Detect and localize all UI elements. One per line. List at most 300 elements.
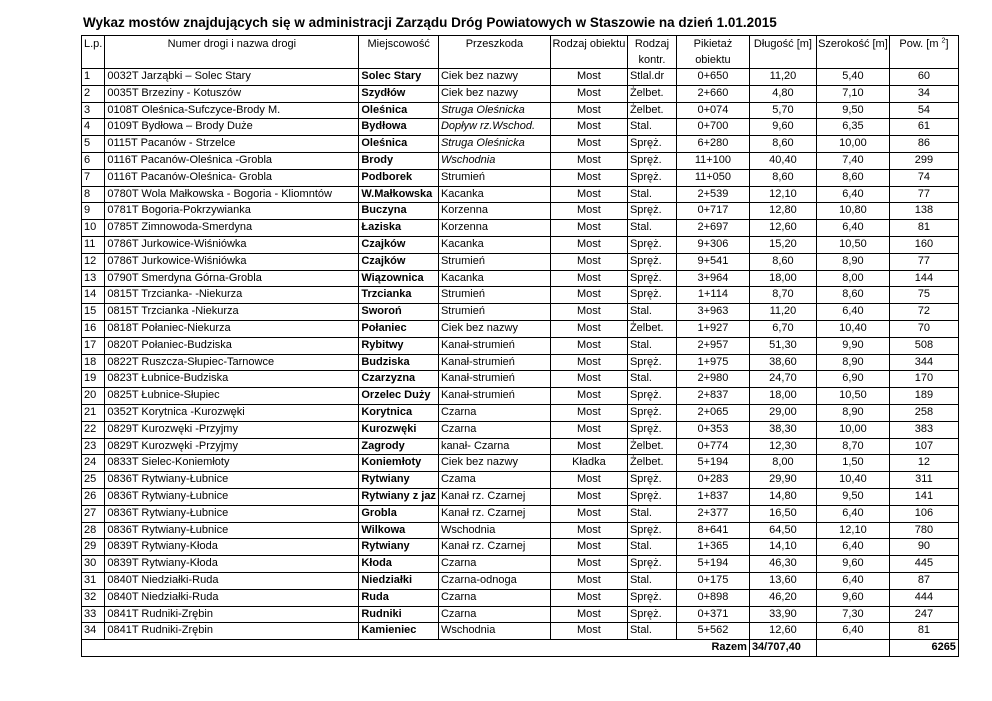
cell-lp: 25 [82, 472, 105, 489]
cell-obstacle: Kanał-strumień [438, 354, 550, 371]
cell-object-type: Most [550, 539, 627, 556]
cell-construction: Stal. [627, 371, 676, 388]
cell-width: 6,40 [816, 220, 889, 237]
cell-place: Podborek [359, 169, 439, 186]
cell-chainage: 5+194 [676, 556, 749, 573]
cell-area: 81 [889, 220, 958, 237]
cell-object-type: Most [550, 421, 627, 438]
table-row [82, 572, 959, 589]
cell-lp: 29 [82, 539, 105, 556]
cell-lp: 26 [82, 488, 105, 505]
table-row [82, 102, 959, 119]
cell-place: Buczyna [359, 203, 439, 220]
cell-area: 106 [889, 505, 958, 522]
cell-width: 8,60 [816, 287, 889, 304]
cell-place: Łaziska [359, 220, 439, 237]
table-row [82, 220, 959, 237]
cell-area: 86 [889, 136, 958, 153]
cell-construction: Spręż. [627, 472, 676, 489]
cell-place: Czajków [359, 253, 439, 270]
cell-width: 10,40 [816, 320, 889, 337]
cell-area: 87 [889, 572, 958, 589]
cell-width: 6,40 [816, 572, 889, 589]
cell-length: 38,60 [749, 354, 816, 371]
cell-object-type: Most [550, 69, 627, 86]
cell-place: Rytwiany z jaz [359, 488, 439, 505]
cell-area: 77 [889, 253, 958, 270]
cell-road: 0786T Jurkowice-Wiśniówka [105, 236, 359, 253]
header-width: Szerokość [m] [816, 36, 889, 53]
cell-road: 0109T Bydłowa – Brody Duże [105, 119, 359, 136]
cell-construction: Stal. [627, 304, 676, 321]
cell-place: Rybitwy [359, 337, 439, 354]
cell-obstacle: Kanał rz. Czarnej [438, 505, 550, 522]
cell-chainage: 11+050 [676, 169, 749, 186]
cell-place: Korytnica [359, 404, 439, 421]
cell-chainage: 1+975 [676, 354, 749, 371]
cell-obstacle: Czarna [438, 421, 550, 438]
cell-lp: 34 [82, 623, 105, 640]
table-row [82, 589, 959, 606]
table-row [82, 556, 959, 573]
cell-area: 12 [889, 455, 958, 472]
header-chainage-line2: obiektu [676, 52, 749, 69]
cell-area: 780 [889, 522, 958, 539]
table-row [82, 455, 959, 472]
table-row [82, 85, 959, 102]
header-place: Miejscowość [359, 36, 439, 53]
cell-width: 8,90 [816, 404, 889, 421]
cell-object-type: Kładka [550, 455, 627, 472]
cell-object-type: Most [550, 220, 627, 237]
cell-area: 160 [889, 236, 958, 253]
cell-road: 0836T Rytwiany-Łubnice [105, 472, 359, 489]
cell-area: 258 [889, 404, 958, 421]
cell-road: 0818T Połaniec-Niekurza [105, 320, 359, 337]
cell-area: 90 [889, 539, 958, 556]
cell-area: 75 [889, 287, 958, 304]
cell-road: 0822T Ruszcza-Słupiec-Tarnowce [105, 354, 359, 371]
cell-construction: Spręż. [627, 404, 676, 421]
cell-chainage: 6+280 [676, 136, 749, 153]
table-row [82, 203, 959, 220]
cell-road: 0815T Trzcianka- -Niekurza [105, 287, 359, 304]
cell-construction: Spręż. [627, 354, 676, 371]
table-row [82, 488, 959, 505]
cell-object-type: Most [550, 85, 627, 102]
cell-construction: Żelbet. [627, 320, 676, 337]
cell-chainage: 2+660 [676, 85, 749, 102]
cell-object-type: Most [550, 119, 627, 136]
cell-construction: Spręż. [627, 152, 676, 169]
cell-construction: Stal. [627, 572, 676, 589]
cell-area: 74 [889, 169, 958, 186]
cell-object-type: Most [550, 623, 627, 640]
cell-length: 12,60 [749, 623, 816, 640]
table-row [82, 169, 959, 186]
cell-place: Solec Stary [359, 69, 439, 86]
cell-obstacle: Czarna [438, 556, 550, 573]
cell-place: Bydłowa [359, 119, 439, 136]
cell-obstacle: Czarna [438, 404, 550, 421]
cell-construction: Żelbet. [627, 455, 676, 472]
cell-width: 10,50 [816, 236, 889, 253]
cell-width: 9,60 [816, 589, 889, 606]
cell-area: 383 [889, 421, 958, 438]
cell-area: 70 [889, 320, 958, 337]
cell-place: W.Małkowska [359, 186, 439, 203]
cell-width: 7,40 [816, 152, 889, 169]
cell-place: Koniemłoty [359, 455, 439, 472]
table-row [82, 320, 959, 337]
cell-obstacle: Struga Oleśnicka [438, 136, 550, 153]
cell-length: 29,90 [749, 472, 816, 489]
cell-width: 12,10 [816, 522, 889, 539]
cell-length: 14,80 [749, 488, 816, 505]
table-row [82, 236, 959, 253]
cell-road: 0841T Rudniki-Zrębin [105, 623, 359, 640]
header-construction-line2: kontr. [627, 52, 676, 69]
cell-chainage: 2+957 [676, 337, 749, 354]
cell-obstacle: Strumień [438, 304, 550, 321]
cell-area: 138 [889, 203, 958, 220]
cell-lp: 8 [82, 186, 105, 203]
table-row [82, 606, 959, 623]
cell-lp: 30 [82, 556, 105, 573]
cell-construction: Spręż. [627, 253, 676, 270]
cell-construction: Stal. [627, 337, 676, 354]
cell-length: 11,20 [749, 69, 816, 86]
cell-road: 0829T Kurozwęki -Przyjmy [105, 438, 359, 455]
cell-place: Grobla [359, 505, 439, 522]
header-obstacle: Przeszkoda [438, 36, 550, 53]
total-label: Razem [676, 640, 749, 657]
cell-width: 6,90 [816, 371, 889, 388]
cell-object-type: Most [550, 337, 627, 354]
cell-construction: Spręż. [627, 388, 676, 405]
cell-road: 0116T Pacanów-Oleśnica- Grobla [105, 169, 359, 186]
cell-road: 0836T Rytwiany-Łubnice [105, 488, 359, 505]
cell-lp: 19 [82, 371, 105, 388]
cell-construction: Stlal.dr [627, 69, 676, 86]
cell-area: 508 [889, 337, 958, 354]
cell-obstacle: Dopływ rz.Wschod. [438, 119, 550, 136]
cell-road: 0833T Sielec-Koniemłoty [105, 455, 359, 472]
cell-length: 11,20 [749, 304, 816, 321]
cell-length: 16,50 [749, 505, 816, 522]
cell-length: 12,80 [749, 203, 816, 220]
cell-area: 77 [889, 186, 958, 203]
cell-area: 299 [889, 152, 958, 169]
cell-length: 8,60 [749, 169, 816, 186]
cell-construction: Żelbet. [627, 85, 676, 102]
cell-object-type: Most [550, 388, 627, 405]
table-row [82, 438, 959, 455]
cell-construction: Stal. [627, 220, 676, 237]
cell-width: 10,50 [816, 388, 889, 405]
cell-width: 8,70 [816, 438, 889, 455]
table-row [82, 270, 959, 287]
cell-object-type: Most [550, 371, 627, 388]
cell-width: 10,00 [816, 136, 889, 153]
cell-construction: Spręż. [627, 488, 676, 505]
cell-width: 7,10 [816, 85, 889, 102]
cell-length: 40,40 [749, 152, 816, 169]
cell-area: 81 [889, 623, 958, 640]
cell-place: Niedziałki [359, 572, 439, 589]
cell-construction: Żelbet. [627, 438, 676, 455]
table-row [82, 421, 959, 438]
cell-lp: 22 [82, 421, 105, 438]
table-row [82, 186, 959, 203]
header-construction: Rodzaj [627, 36, 676, 53]
cell-width: 8,90 [816, 253, 889, 270]
cell-length: 38,30 [749, 421, 816, 438]
cell-width: 8,60 [816, 169, 889, 186]
total-length: 34/707,40 [749, 640, 816, 657]
table-row [82, 119, 959, 136]
cell-chainage: 0+774 [676, 438, 749, 455]
table-row [82, 337, 959, 354]
cell-place: Orzelec Duży [359, 388, 439, 405]
cell-area: 311 [889, 472, 958, 489]
cell-obstacle: Ciek bez nazwy [438, 69, 550, 86]
cell-width: 6,40 [816, 623, 889, 640]
cell-object-type: Most [550, 438, 627, 455]
cell-width: 8,90 [816, 354, 889, 371]
cell-object-type: Most [550, 589, 627, 606]
cell-place: Zagrody [359, 438, 439, 455]
cell-place: Rytwiany [359, 472, 439, 489]
cell-lp: 18 [82, 354, 105, 371]
cell-chainage: 9+306 [676, 236, 749, 253]
cell-obstacle: Wschodnia [438, 152, 550, 169]
cell-obstacle: Kacanka [438, 236, 550, 253]
cell-width: 9,50 [816, 102, 889, 119]
table-header [82, 36, 959, 69]
header-chainage: Pikietaż [676, 36, 749, 53]
cell-obstacle: Kanał-strumień [438, 388, 550, 405]
cell-length: 46,20 [749, 589, 816, 606]
header-area: Pow. [m $^2$] [889, 36, 958, 53]
header-road: Numer drogi i nazwa drogi [105, 36, 359, 53]
cell-width: 9,50 [816, 488, 889, 505]
cell-width: 9,90 [816, 337, 889, 354]
cell-road: 0781T Bogoria-Pokrzywianka [105, 203, 359, 220]
cell-lp: 28 [82, 522, 105, 539]
cell-length: 5,70 [749, 102, 816, 119]
cell-obstacle: Strumień [438, 253, 550, 270]
cell-chainage: 0+074 [676, 102, 749, 119]
cell-road: 0035T Brzeziny - Kotuszów [105, 85, 359, 102]
cell-lp: 31 [82, 572, 105, 589]
cell-width: 6,40 [816, 304, 889, 321]
cell-place: Brody [359, 152, 439, 169]
cell-width: 5,40 [816, 69, 889, 86]
cell-object-type: Most [550, 404, 627, 421]
cell-object-type: Most [550, 354, 627, 371]
table-row [82, 152, 959, 169]
cell-road: 0841T Rudniki-Zrębin [105, 606, 359, 623]
cell-chainage: 1+114 [676, 287, 749, 304]
cell-place: Oleśnica [359, 102, 439, 119]
cell-obstacle: Kacanka [438, 186, 550, 203]
cell-object-type: Most [550, 488, 627, 505]
cell-obstacle: Ciek bez nazwy [438, 455, 550, 472]
cell-chainage: 0+717 [676, 203, 749, 220]
cell-width: 6,40 [816, 539, 889, 556]
cell-object-type: Most [550, 287, 627, 304]
cell-lp: 23 [82, 438, 105, 455]
cell-width: 10,40 [816, 472, 889, 489]
cell-lp: 24 [82, 455, 105, 472]
cell-lp: 16 [82, 320, 105, 337]
cell-lp: 1 [82, 69, 105, 86]
cell-chainage: 0+650 [676, 69, 749, 86]
cell-road: 0815T Trzcianka -Niekurza [105, 304, 359, 321]
cell-lp: 5 [82, 136, 105, 153]
cell-obstacle: Ciek bez nazwy [438, 320, 550, 337]
cell-chainage: 2+697 [676, 220, 749, 237]
cell-place: Rudniki [359, 606, 439, 623]
cell-chainage: 0+898 [676, 589, 749, 606]
cell-place: Oleśnica [359, 136, 439, 153]
cell-lp: 20 [82, 388, 105, 405]
cell-object-type: Most [550, 203, 627, 220]
cell-lp: 14 [82, 287, 105, 304]
cell-length: 12,60 [749, 220, 816, 237]
cell-lp: 13 [82, 270, 105, 287]
cell-lp: 17 [82, 337, 105, 354]
table-row [82, 287, 959, 304]
cell-lp: 11 [82, 236, 105, 253]
cell-construction: Spręż. [627, 287, 676, 304]
cell-obstacle: Kanał-strumień [438, 337, 550, 354]
cell-chainage: 2+539 [676, 186, 749, 203]
cell-chainage: 1+365 [676, 539, 749, 556]
cell-chainage: 1+837 [676, 488, 749, 505]
cell-object-type: Most [550, 320, 627, 337]
cell-width: 6,35 [816, 119, 889, 136]
cell-width: 10,00 [816, 421, 889, 438]
cell-length: 64,50 [749, 522, 816, 539]
cell-construction: Stal. [627, 505, 676, 522]
cell-length: 15,20 [749, 236, 816, 253]
cell-area: 445 [889, 556, 958, 573]
cell-place: Sworoń [359, 304, 439, 321]
table-body [82, 69, 959, 640]
cell-width: 10,80 [816, 203, 889, 220]
cell-place: Szydłów [359, 85, 439, 102]
cell-road: 0820T Połaniec-Budziska [105, 337, 359, 354]
cell-lp: 27 [82, 505, 105, 522]
cell-length: 24,70 [749, 371, 816, 388]
table-row [82, 371, 959, 388]
cell-obstacle: Czarna-odnoga [438, 572, 550, 589]
table-row [82, 404, 959, 421]
cell-place: Wilkowa [359, 522, 439, 539]
cell-width: 1,50 [816, 455, 889, 472]
cell-length: 4,80 [749, 85, 816, 102]
cell-chainage: 9+541 [676, 253, 749, 270]
cell-object-type: Most [550, 556, 627, 573]
cell-object-type: Most [550, 236, 627, 253]
cell-length: 51,30 [749, 337, 816, 354]
cell-area: 72 [889, 304, 958, 321]
cell-area: 60 [889, 69, 958, 86]
cell-object-type: Most [550, 253, 627, 270]
cell-chainage: 0+353 [676, 421, 749, 438]
table-row [82, 304, 959, 321]
cell-construction: Żelbet. [627, 102, 676, 119]
cell-obstacle: Kanał-strumień [438, 371, 550, 388]
cell-length: 8,60 [749, 136, 816, 153]
cell-length: 12,30 [749, 438, 816, 455]
cell-road: 0839T Rytwiany-Kłoda [105, 556, 359, 573]
cell-chainage: 11+100 [676, 152, 749, 169]
table-row [82, 388, 959, 405]
cell-obstacle: Korzenna [438, 220, 550, 237]
cell-obstacle: Struga Oleśnicka [438, 102, 550, 119]
cell-chainage: 2+980 [676, 371, 749, 388]
table-row [82, 136, 959, 153]
cell-chainage: 2+377 [676, 505, 749, 522]
cell-obstacle: Strumień [438, 169, 550, 186]
cell-length: 18,00 [749, 270, 816, 287]
cell-road: 0785T Zimnowoda-Smerdyna [105, 220, 359, 237]
cell-obstacle: Czarna [438, 589, 550, 606]
cell-width: 6,40 [816, 186, 889, 203]
cell-chainage: 0+700 [676, 119, 749, 136]
cell-lp: 3 [82, 102, 105, 119]
cell-length: 33,90 [749, 606, 816, 623]
cell-width: 9,60 [816, 556, 889, 573]
cell-construction: Spręż. [627, 236, 676, 253]
cell-construction: Spręż. [627, 606, 676, 623]
cell-construction: Spręż. [627, 203, 676, 220]
cell-construction: Spręż. [627, 270, 676, 287]
cell-construction: Spręż. [627, 522, 676, 539]
cell-road: 0836T Rytwiany-Łubnice [105, 522, 359, 539]
cell-lp: 12 [82, 253, 105, 270]
header-length: Długość [m] [749, 36, 816, 53]
bridges-table [81, 35, 959, 657]
cell-area: 189 [889, 388, 958, 405]
cell-width: 8,00 [816, 270, 889, 287]
header-object-type: Rodzaj obiektu [550, 36, 627, 53]
table-row [82, 69, 959, 86]
cell-area: 444 [889, 589, 958, 606]
cell-obstacle: Korzenna [438, 203, 550, 220]
cell-place: Kłoda [359, 556, 439, 573]
cell-place: Budziska [359, 354, 439, 371]
cell-construction: Spręż. [627, 556, 676, 573]
cell-construction: Spręż. [627, 589, 676, 606]
cell-road: 0352T Korytnica -Kurozwęki [105, 404, 359, 421]
cell-road: 0116T Pacanów-Oleśnica -Grobla [105, 152, 359, 169]
cell-place: Czarzyzna [359, 371, 439, 388]
cell-chainage: 2+065 [676, 404, 749, 421]
cell-road: 0823T Łubnice-Budziska [105, 371, 359, 388]
cell-chainage: 5+562 [676, 623, 749, 640]
cell-area: 141 [889, 488, 958, 505]
cell-chainage: 0+371 [676, 606, 749, 623]
cell-object-type: Most [550, 169, 627, 186]
cell-construction: Spręż. [627, 421, 676, 438]
cell-length: 46,30 [749, 556, 816, 573]
cell-place: Czajków [359, 236, 439, 253]
cell-place: Kurozwęki [359, 421, 439, 438]
